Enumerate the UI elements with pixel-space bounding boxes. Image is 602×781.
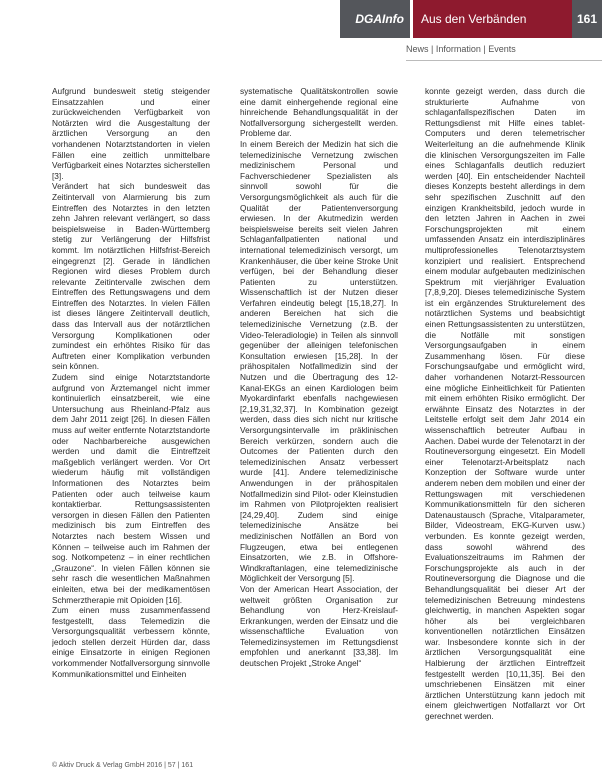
paragraph: Verändert hat sich bundesweit das Zeitintervall von Alarmierung bis zum Eintreffen des Notarztes in den letzten zehn Jahren relevant verlängert, so dass beispielsweise in Baden-Württemberg stetig zur Verlängerung der Hilfsfrist kommt. Im notärztlichen Hilfsfrist-Bereich eingegrenzt [2]. Gerade in ländlichen Regionen wird dieses Problem durch relevante Zeitintervalle zwischen dem Eintreffen des Rettungswagens und dem Eintreffen des Notarztes. In vielen Fällen ist dieses längere Zeitintervall deutlich, dass das Intervall aus der notärztlichen Versorgung Komplikationen oder zumindest ein erhöhtes Risiko für das Auftreten einer Komplikation verbunden sein können.	[52, 181, 210, 372]
paragraph: In einem Bereich der Medizin hat sich die telemedizinische Vernetzung zwischen medizinischem Personal und Fachverschiedener Spezialisten als sinnvoll sowohl für die Versorgungsmöglichkeit als auch für die Qualität der Patientenversorgung erwiesen. In der Akutmedizin werden beispielsweise bereits seit vielen Jahren Schlaganfallpatienten national und international telemedizinisch versorgt, um Krankenhäuser, die über keine Stroke Unit verfügen, bei der Behandlung dieser Patienten zu unterstützen. Wissenschaftlich ist der Nutzen dieser Verfahren eindeutig belegt [15,18,27]. In anderen Bereichen hat sich die telemedizinische Vernetzung (z.B. der Video-Teleradiologie) in Teilen als sinnvoll gegenüber der alleinigen telefonischen Konsultation erwiesen [15,28]. In der prähospitalen Notfallmedizin sind der Nutzen und die Übertragung des 12-Kanal-EKGs an einen Kardiologen beim Myokardinfarkt ebenfalls nachgewiesen [2,19,31,32,37]. In Kombination gezeigt werden, dass dies sich nicht nur kritische Versorgungsintervalle im präklinischen Bereich verkürzen, sondern auch die Outcomes der Patienten durch den telemedizinischen Ansatz verbessert wurde [41]. Andere telemedizinische Anwendungen in der prähospitalen Notfallmedizin sind Pilot- oder Kleinstudien im Rahmen von Pilotprojekten realisiert [24,29,40]. Zudem sind einige telemedizinische Ansätze bei medizinischen Notfällen an Bord von Flugzeugen, etwa bei entlegenen Einsatzorten, wie z.B. in Offshore-Windkraftanlagen, eine telemedizinische Möglichkeit der Versorgung [5].	[240, 138, 398, 584]
paragraph: systematische Qualitätskontrollen sowie eine damit einhergehende regional eine hinreichende Behandlungsqualität in der Notfallversorgung sichergestellt werden. Probleme dar.	[240, 86, 398, 139]
text-column-3	[425, 86, 585, 754]
page-header	[340, 0, 602, 38]
text-column-1	[52, 86, 210, 754]
journal-name: DGAInfo	[355, 12, 404, 26]
page-footer: © Aktiv Druck & Verlag GmbH 2016 | 57 | 161	[52, 762, 194, 769]
paragraph: Aufgrund bundesweit stetig steigender Einsatzzahlen und einer zurückweichenden Verfügbarkeit von Notärzten wird die Ausgestaltung der ärztlichen Versorgung an den vorhandenen Notarztstandorten in vielen Fällen eine zeitlich unmittelbare Verfügbarkeit eines Notarztes sicherstellen [3].	[52, 86, 210, 181]
page-number: 161	[576, 12, 598, 26]
text-column-2	[240, 86, 398, 754]
paragraph: konnte gezeigt werden, dass durch die strukturierte Aufnahme von schlaganfallspezifischen Daten im Rettungsdienst mit Hilfe eines tablet-Computers und deren telemetrischer Weiterleitung an die aufnehmende Klinik die klinischen Versorgungszeiten im Falle eines Schlaganfalls deutlich reduziert werden [40]. Ein entscheidender Nachteil dieses Konzepts besteht allerdings in dem sehr spezifischen Zuschnitt auf den einzigen Krankheitsbild, jedoch wurde in den letzten Jahren in Aachen in zwei Forschungsprojekten mit einem umfassenden Ansatz ein interdisziplinäres multiprofessionelles Telenotarztsystem konzipiert und realisiert. Entsprechend einem modular aufgebauten medizinischen Spektrum mit vierjähriger Evaluation [7,8,9,20]. Dieses telemedizinische System ist ein ergänzendes Strukturelement des notärztlichen Systems und beabsichtigt einen Rettungsassistenten zu unterstützen, die Notfälle mit sonstigen Versorgungsaufgaben in einem Zusammenhang lösen. Für diese Forschungsaufgabe und ermöglicht wird, daher vorhandenen Notarzt-Ressourcen eine mögliche Einheitlichkeit für Patienten mit einem erhöhten Risiko ermöglicht. Der erwähnte Einsatz des Notarztes in der Leitstelle erfolgt seit dem Jahr 2014 ein wissenschaftlich betreuter Aufbau in Aachen. Dabei wurde der Telenotarzt in der Routineversorgung eingesetzt. Ein Modell einer Telenotarzt-Arbeitsplatz nach Konzeption der Software wurde unter anderem neben dem mobilen und einer der Rettungswagen mit verschiedenen Kommunikationsmitteln für den sicheren Datenaustausch (Sprache, Vitalparameter, Bilder, Videostream, EKG-Kurven usw.) verbunden. Es konnte gezeigt werden, dass sowohl während des Evaluationszeitraums im Rahmen der Forschungsprojekte als auch in der Routineversorgung die Diagnose und die Behandlungsqualität bei dieser Art der telemedizinischen Betreuung mindestens gleichwertig, in manchen Aspekten sogar höher als bei vergleichbaren konventionellen notärztlichen Einsätzen war. Insbesondere konnte sich in der ärztlichen Versorgungsqualität eine Halbierung der ärztlichen Eintreffzeit festgestellt werden [10,11,35]. Bei den umschriebenen Einsätzen mit einer ärztlichen Unterstützung kann jedoch mit einem gleichwertigen Notfallarzt vor Ort gerechnet werden.	[425, 86, 585, 722]
paragraph: Zudem sind einige Notarztstandorte aufgrund von Ärztemangel nicht immer kontinuierlich einsatzbereit, wie eine Untersuchung aus Rheinland-Pfalz aus dem Jahr 2011 zeigt [26]. In diesen Fällen muss auf weiter entfernte Notarztstandorte oder Nachbarbereiche ausgewichen werden und damit die Eintreffzeit maßgeblich verlängert werden. Vor Ort wiederum häufig mit vollständigen Informationen des Notarztes beim Patienten oder auch teilweise kaum kontaktierbar. Rettungsassistenten versorgen in diesen Fällen den Patienten medizinisch bis zum Eintreffen des Notarztes nach bestem Wissen und Können – teilweise auch im Rahmen der sog. Notkompetenz – in einer rechtlichen „Grauzone“. In vielen Fällen können sie sehr rasch die wesentlichen Maßnahmen einleiten, etwa bei der medikamentösen Schmerztherapie mit Opioiden [16].	[52, 372, 210, 605]
paragraph: Zum einen muss zusammenfassend festgestellt, dass Telemedizin die Versorgungsqualität verbessern könnte, jedoch stellen derzeit Hürden dar, dass einige Einsatzorte in einigen Regionen vorkommender Notfallversorgung sinnvolle Kommunikationsmittel und Einheiten	[52, 605, 210, 679]
paragraph: Von der American Heart Association, der weltweit größten Organisation zur Behandlung von Herz-Kreislauf-Erkrankungen, werden der Einsatz und die wissenschaftliche Evaluation von Telemedizinsystemen im Rettungsdienst empfohlen und anerkannt [33,38]. Im deutschen Projekt „Stroke Angel“	[240, 583, 398, 669]
section-title: Aus den Verbänden	[413, 0, 572, 38]
section-subnav: News | Information | Events	[406, 44, 516, 54]
subnav-divider	[406, 60, 602, 61]
